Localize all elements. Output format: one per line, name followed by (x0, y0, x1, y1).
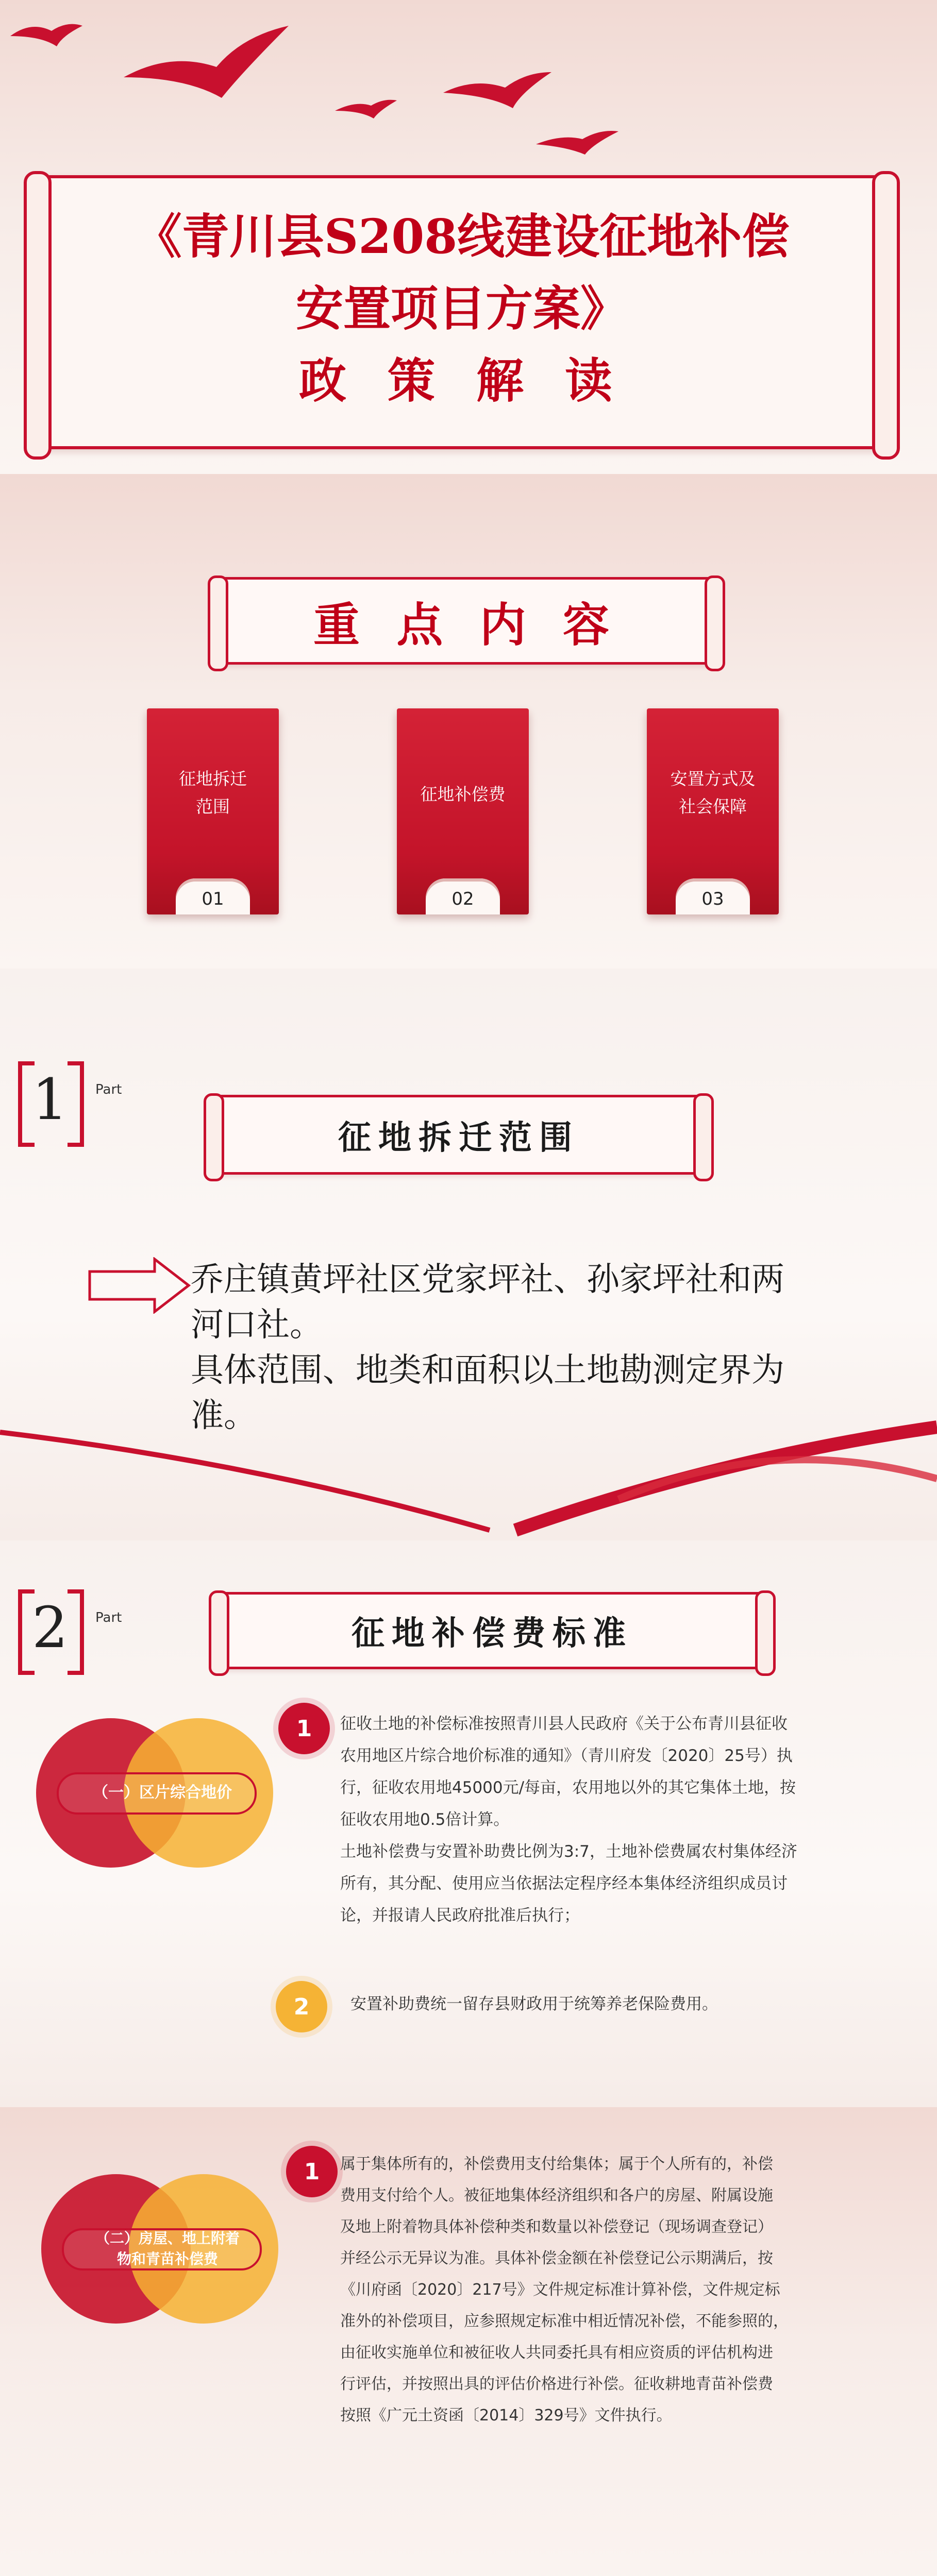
overview-card-scope-label1: 征地拆迁 (179, 769, 247, 789)
overview-card-scope-label2: 范围 (196, 796, 230, 817)
part1-number: 1 (32, 1066, 68, 1132)
land-price-line: 行，征收农用地45000元/每亩，农用地以外的其它集体土地，按 (340, 1778, 796, 1797)
badge-2: 2 (276, 1981, 327, 2032)
badge-3: 1 (286, 2146, 338, 2197)
land-price-line: 土地补偿费与安置补助费比例为3:7，土地补偿费属农村集体经济 (340, 1842, 797, 1861)
overview-card-scope[interactable] (147, 708, 279, 914)
resettlement-subsidy-text: 安置补助费统一留存县财政用于统筹养老保险费用。 (350, 1995, 718, 2013)
attachments-line: 由征收实施单位和被征收人共同委托具有相应资质的评估机构进 (340, 2344, 773, 2362)
venn-attachments-label2: 物和青苗补偿费 (116, 2250, 218, 2267)
overview-heading-banner (216, 577, 716, 665)
land-price-line: 农用地区片综合地价标准的通知》（青川府发〔2020〕25号）执 (340, 1747, 793, 1765)
overview-section (0, 474, 937, 969)
venn-attachments-label1: （二）房屋、地上附着 (95, 2230, 240, 2247)
part1-scope-line3: 具体范围、地类和面积以土地勘测定界为 (191, 1351, 784, 1389)
cover-title-line3: 政 策 解 读 (298, 353, 625, 409)
part1-number-marker (18, 1061, 122, 1144)
overview-card-resettlement[interactable] (647, 708, 779, 914)
land-price-line: 所有，其分配、使用应当依据法定程序经本集体经济组织成员讨 (340, 1874, 788, 1893)
cover-title-banner (41, 175, 882, 449)
attachments-line: 按照《广元土资函〔2014〕329号》文件执行。 (340, 2406, 672, 2425)
part2-title: 征地补偿费标准 (352, 1615, 633, 1653)
badge-1: 1 (278, 1703, 330, 1754)
part2-attachments-section (0, 2107, 937, 2576)
overview-card-resettlement-label2: 社会保障 (679, 796, 747, 817)
part2-title-banner (216, 1592, 768, 1669)
attachments-line: 《川府函〔2020〕217号》文件规定标准计算补偿，文件规定标 (340, 2281, 780, 2299)
cover-title-line2: 安置项目方案》 (295, 281, 628, 336)
venn-attachments (41, 2174, 278, 2324)
attachments-line: 行评估，并按照出具的评估价格进行补偿。征收耕地青苗补偿费 (340, 2375, 773, 2393)
part2-part-label: Part (95, 1610, 122, 1625)
overview-card-resettlement-num: 03 (701, 889, 724, 909)
overview-heading: 重 点 内 容 (313, 598, 620, 652)
attachments-line: 属于集体所有的，补偿费用支付给集体；属于个人所有的，补偿 (340, 2155, 773, 2173)
red-ribbon-decoration (0, 1417, 937, 1540)
land-price-line: 论，并报请人民政府批准后执行； (340, 1906, 580, 1925)
attachments-line: 准外的补偿项目，应参照规定标准中相近情况补偿，不能参照的， (340, 2312, 789, 2330)
attachments-text (340, 2148, 897, 2431)
part1-scope-line2: 河口社。 (191, 1306, 323, 1344)
land-price-text (340, 1708, 886, 1931)
attachments-line: 费用支付给个人。被征地集体经济组织和各户的房屋、附属设施 (340, 2187, 773, 2205)
attachments-line: 及地上附着物具体补偿种类和数量以补偿登记（现场调查登记） (340, 2218, 773, 2236)
overview-card-resettlement-label1: 安置方式及 (670, 769, 756, 789)
flying-birds-decoration (0, 0, 937, 165)
attachments-line: 并经公示无异议为准。具体补偿金额在补偿登记公示期满后，按 (340, 2249, 773, 2267)
part1-part-label: Part (95, 1082, 122, 1097)
overview-card-compensation-num: 02 (451, 889, 474, 909)
overview-card-scope-num: 01 (202, 889, 224, 909)
part1-section (0, 969, 937, 1540)
venn-land-price (36, 1718, 273, 1868)
part2-number-marker (18, 1589, 122, 1672)
cover-title-line1: 《青川县S208线建设征地补偿 (134, 209, 790, 264)
venn-land-price-label: （一）区片综合地价 (93, 1784, 232, 1802)
land-price-line: 征收农用地0.5倍计算。 (340, 1810, 510, 1829)
part1-scope-line4: 准。 (191, 1397, 257, 1435)
part2-section (0, 1540, 937, 2107)
part1-title-banner (211, 1095, 706, 1175)
arrow-right-icon (88, 1257, 191, 1314)
cover-section (0, 0, 937, 474)
part1-title: 征地拆迁范围 (338, 1118, 579, 1157)
land-price-line: 征收土地的补偿标准按照青川县人民政府《关于公布青川县征收 (340, 1715, 788, 1733)
part1-scope-line1: 乔庄镇黄坪社区党家坪社、孙家坪社和两 (191, 1261, 784, 1299)
overview-card-compensation-label1: 征地补偿费 (420, 784, 506, 804)
overview-card-compensation[interactable] (397, 708, 529, 914)
part2-number: 2 (32, 1595, 68, 1660)
part1-scope-text (191, 1257, 784, 1438)
